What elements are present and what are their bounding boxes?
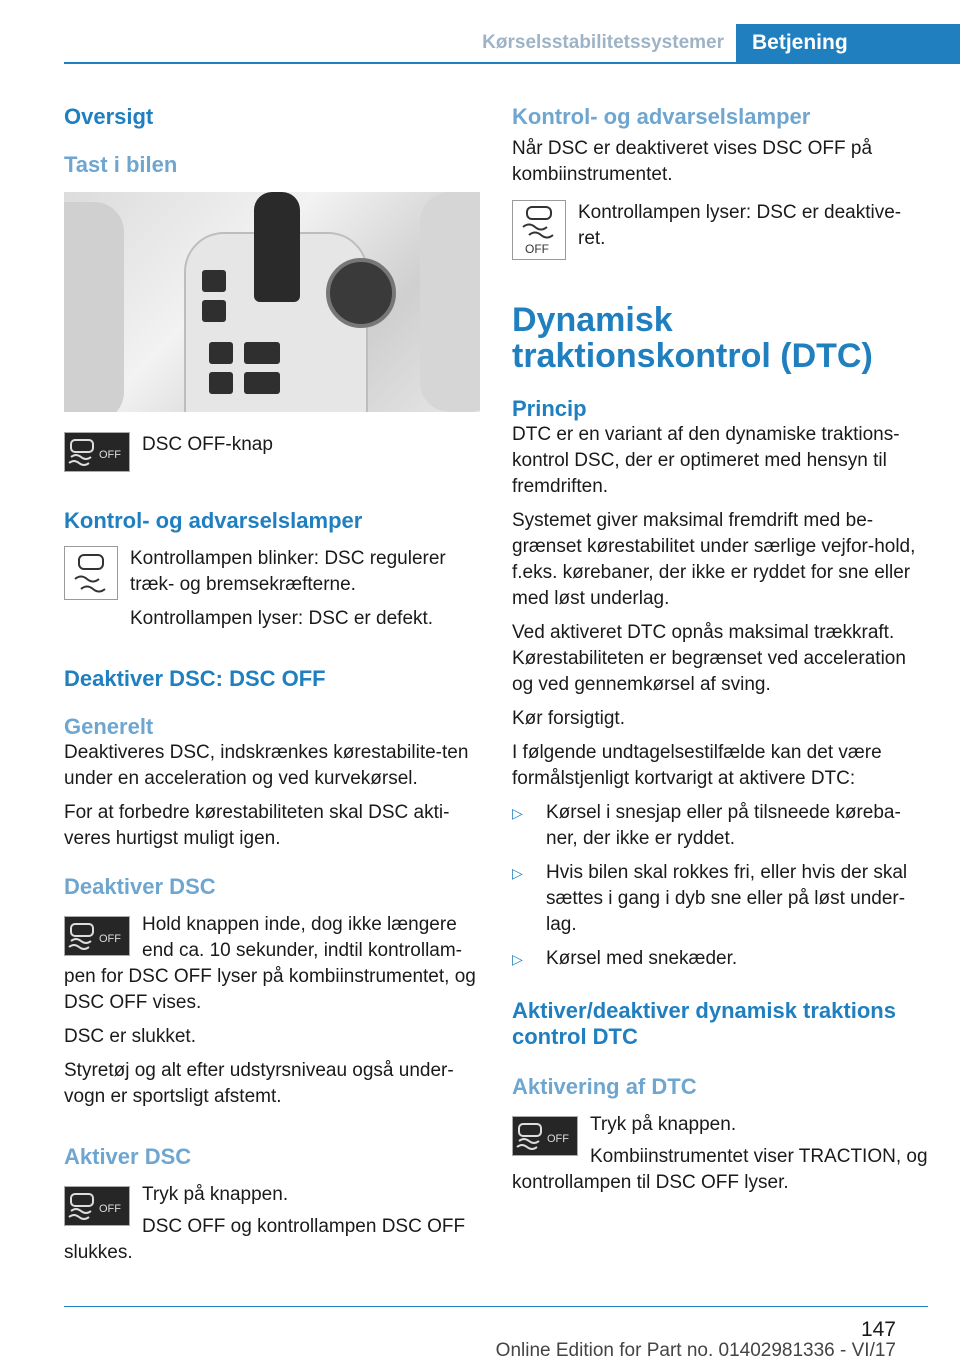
- heading-deaktiver: Deaktiver DSC: DSC OFF: [64, 666, 326, 691]
- lamp-off-text: Kontrollampen lyser: DSC er deaktive-ret.: [578, 202, 902, 249]
- list-item: [512, 800, 928, 852]
- controller-knob: [326, 258, 396, 328]
- list-item-text: Kørsel i snesjap eller på tilsneede køreba-ner, der ikke er ryddet.: [546, 802, 901, 849]
- dsc-lamp-icon: [64, 546, 118, 600]
- svg-text:OFF: OFF: [99, 1203, 121, 1215]
- seat-left: [64, 202, 124, 412]
- page-number: 147: [860, 1318, 896, 1341]
- heading-aktivering-dtc: Aktivering af DTC: [512, 1074, 697, 1099]
- paragraph-slukket: DSC er slukket.: [64, 1026, 196, 1047]
- header-section-title: Kørselsstabilitetssystemer: [482, 32, 724, 53]
- seat-right: [420, 192, 480, 412]
- paragraph-tryk-right: Tryk på knappen.: [590, 1114, 737, 1135]
- paragraph-naar: Når DSC er deaktiveret vises DSC OFF på kombiinstrumentet.: [512, 138, 873, 185]
- left-column: [64, 96, 480, 1266]
- bullet-triangle-icon: ▷: [512, 865, 523, 881]
- bullet-triangle-icon: ▷: [512, 951, 523, 967]
- console-button: [202, 270, 226, 292]
- lamp-on-text: Kontrollampen lyser: DSC er defekt.: [130, 608, 434, 629]
- dsc-off-button-icon: [64, 916, 130, 956]
- console-button: [244, 372, 280, 394]
- gear-selector: [254, 192, 300, 302]
- svg-text:OFF: OFF: [525, 242, 549, 256]
- list-item: [512, 946, 928, 972]
- heading-kontrol-right: Kontrol- og advarselslamper: [512, 104, 811, 129]
- dsc-off-button-icon: [64, 1186, 130, 1226]
- paragraph-princip-1: DTC er en variant af den dynamiske traktions-kontrol DSC, der er optimeret med hensyn til fremdriften.: [512, 424, 900, 497]
- paragraph-kombi: Kombiinstrumentet viser TRACTION, og kontrollampen til DSC OFF lyser.: [512, 1146, 928, 1193]
- paragraph-forsigtigt: Kør forsigtigt.: [512, 708, 625, 729]
- heading-kontrol-left: Kontrol- og advarselslamper: [64, 508, 363, 533]
- console-button: [209, 342, 233, 364]
- paragraph-princip-2: Systemet giver maksimal fremdrift med be-grænset kørestabilitet under særlige vejfor-hold, f.eks. kørebaner, der ikke er ryddet for sne eller med løst underlag.: [512, 510, 916, 609]
- heading-deaktiver-dsc: Deaktiver DSC: [64, 874, 216, 899]
- heading-dtc: Dynamisk traktionskontrol (DTC): [512, 301, 873, 375]
- bullet-triangle-icon: ▷: [512, 805, 523, 821]
- dsc-off-button-caption: DSC OFF-knap: [142, 434, 273, 455]
- lamp-blink-text: Kontrollampen blinker: DSC regulerer træk- og bremsekræfterne.: [130, 548, 446, 595]
- paragraph-deaktiver: Hold knappen inde, dog ikke længere end ca. 10 sekunder, indtil kontrollam-pen for DSC OFF lyser på kombiinstrumentet, og DSC OFF vises.: [64, 914, 476, 1013]
- paragraph-generelt-1: Deaktiveres DSC, indskrænkes kørestabilite-ten under en acceleration og ved kurvekørsel.: [64, 742, 469, 789]
- svg-text:OFF: OFF: [547, 1133, 569, 1145]
- paragraph-generelt-2: For at forbedre kørestabiliteten skal DSC akti-veres hurtigst muligt igen.: [64, 802, 450, 849]
- list-item-text: Hvis bilen skal rokkes fri, eller hvis der skal sættes i gang i dyb sne eller på løst under-lag.: [546, 862, 908, 935]
- paragraph-styretoj: Styretøj og alt efter udstyrsniveau også under-vogn er sportsligt afstemt.: [64, 1060, 454, 1107]
- list-item: [512, 860, 928, 938]
- heading-oversigt: Oversigt: [64, 104, 154, 129]
- right-column: [512, 96, 928, 1196]
- center-console-photo: [64, 192, 480, 412]
- svg-text:OFF: OFF: [99, 449, 121, 461]
- dsc-off-button-icon: [64, 432, 130, 472]
- header-rule: [64, 62, 960, 64]
- footer-rule: [64, 1306, 928, 1307]
- console-button: [202, 300, 226, 322]
- list-item-text: Kørsel med snekæder.: [546, 948, 738, 969]
- paragraph-princip-3: Ved aktiveret DTC opnås maksimal trækkraft. Kørestabiliteten er begrænset ved acceleration og ved gennemkørsel af sving.: [512, 622, 906, 695]
- paragraph-tryk-left: Tryk på knappen.: [142, 1184, 289, 1205]
- heading-princip: Princip: [512, 396, 587, 421]
- footer-edition: Online Edition for Part no. 01402981336 - VI/17: [495, 1340, 896, 1361]
- console-button: [209, 372, 233, 394]
- bullet-list: [512, 800, 928, 972]
- heading-aktiver-deaktiver-dtc: Aktiver/deaktiver dynamisk traktions control DTC: [512, 998, 896, 1049]
- svg-text:OFF: OFF: [99, 933, 121, 945]
- heading-aktiver-dsc: Aktiver DSC: [64, 1144, 192, 1169]
- console-button: [244, 342, 280, 364]
- paragraph-undtagelse: I følgende undtagelsestilfælde kan det være formålstjenligt kortvarigt at aktivere DTC:: [512, 742, 882, 789]
- heading-tast-i-bilen: Tast i bilen: [64, 152, 178, 177]
- header-chapter-tab: Betjening: [736, 24, 960, 62]
- dsc-off-lamp-icon: [512, 200, 566, 260]
- heading-generelt: Generelt: [64, 714, 154, 739]
- paragraph-aktiver: DSC OFF og kontrollampen DSC OFF slukkes.: [64, 1216, 466, 1263]
- dsc-off-button-icon: [512, 1116, 578, 1156]
